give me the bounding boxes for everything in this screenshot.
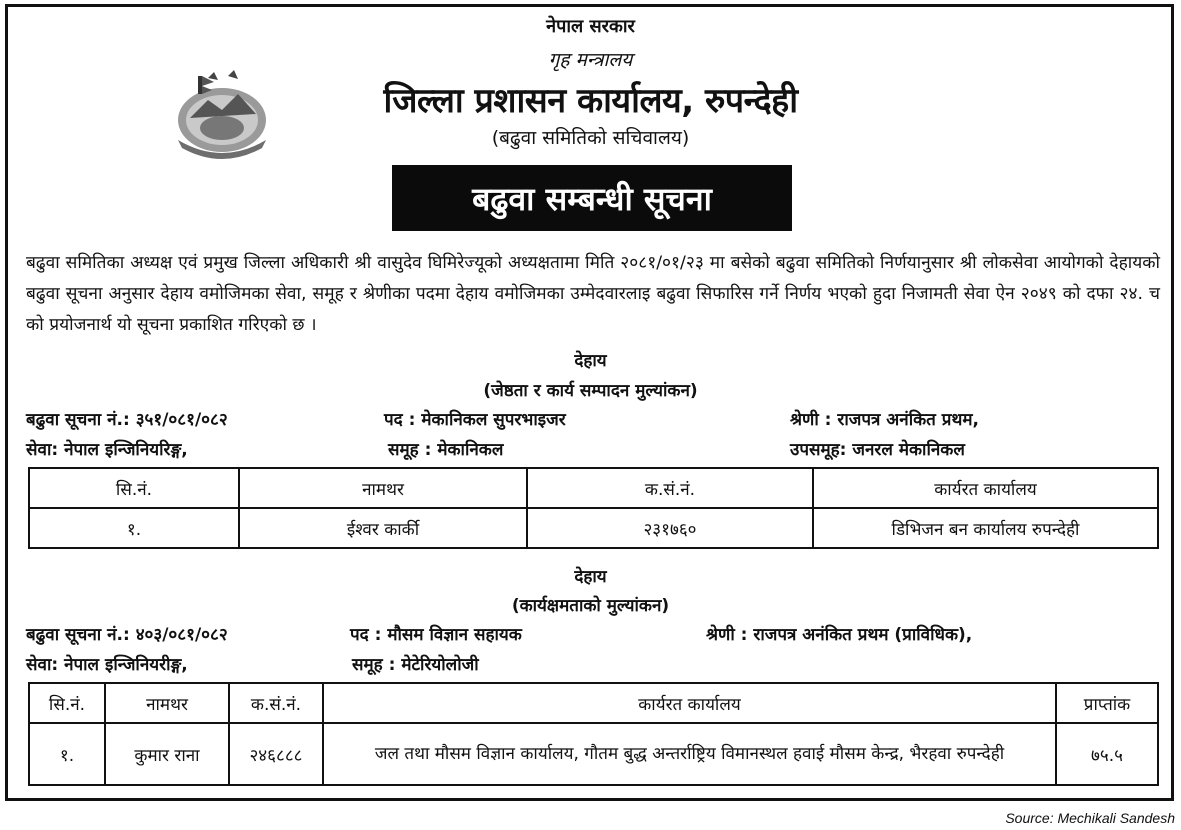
section2-heading: देहाय [574, 567, 607, 587]
cell-name: कुमार राना [105, 723, 229, 785]
secretariat-title: (बढुवा समितिको सचिवालय) [491, 127, 690, 149]
col-serial: सि.नं. [29, 683, 105, 723]
cell-office: डिभिजन बन कार्यालय रुपन्देही [813, 508, 1158, 548]
section2-service: सेवा: नेपाल इन्जिनियरीङ्ग, [26, 655, 188, 675]
section1-class: श्रेणी : राजपत्र अनंकित प्रथम, [790, 410, 979, 430]
source-credit: Source: Mechikali Sandesh [1005, 810, 1175, 826]
col-code: क.सं.नं. [229, 683, 323, 723]
section1-subheading: (जेष्ठता र कार्य सम्पादन मुल्यांकन) [483, 381, 698, 401]
cell-office: जल तथा मौसम विज्ञान कार्यालय, गौतम बुद्ध अन्तर्राष्ट्रिय विमानस्थल हवाई मौसम केन्द्र, भैरहवा रुपन्देही [323, 723, 1056, 785]
cell-marks: ७५.५ [1056, 723, 1158, 785]
section2-class: श्रेणी : राजपत्र अनंकित प्रथम (प्राविधिक), [706, 625, 973, 645]
ministry-title: गृह मन्त्रालय [548, 49, 633, 71]
table-row [29, 723, 1158, 785]
notice-banner [392, 165, 792, 231]
col-office: कार्यरत कार्यालय [323, 683, 1056, 723]
section2-group: समूह : मेटेरियोलोजी [352, 655, 479, 675]
section1-notice-no: बढुवा सूचना नं.: ३५१/०८१/०८२ [26, 410, 228, 430]
banner-title: बढुवा सम्बन्धी सूचना [472, 179, 712, 218]
section1-table [28, 467, 1159, 549]
section1-subgroup: उपसमूह: जनरल मेकानिकल [790, 440, 965, 460]
intro-paragraph: बढुवा समितिका अध्यक्ष एवं प्रमुख जिल्ला अधिकारी श्री वासुदेव घिमिरेज्यूको अध्यक्षतामा मिति २०८१/०१/२३ मा बसेको बढुवा समितिको निर्णयानुसार श्री लोकसेवा आयोगको देहायको बढुवा सूचना अनुसार देहाय वमोजिमका सेवा, समूह र श्रेणीका पदमा देहाय वमोजिमका उम्मेदवारलाइ बढुवा सिफारिस गर्ने निर्णय भएको हुदा निजामती सेवा ऐन २०४९ को दफा २४. च को प्रयोजनार्थ यो सूचना प्रकाशित गरिएको छ । [26, 253, 1160, 335]
section1-post: पद : मेकानिकल सुपरभाइजर [384, 410, 566, 430]
col-serial: सि.नं. [29, 468, 239, 508]
col-name: नामथर [239, 468, 527, 508]
section1-heading: देहाय [574, 351, 607, 371]
section1-service: सेवा: नेपाल इन्जिनियरिङ्ग, [26, 440, 188, 460]
cell-code: २३१७६० [527, 508, 813, 548]
cell-name: ईश्वर कार्की [239, 508, 527, 548]
col-code: क.सं.नं. [527, 468, 813, 508]
section2-notice-no: बढुवा सूचना नं.: ४०३/०८१/०८२ [26, 625, 228, 645]
col-name: नामथर [105, 683, 229, 723]
cell-serial: १. [29, 723, 105, 785]
section1-group: समूह : मेकानिकल [388, 440, 504, 460]
table-header-row [29, 683, 1158, 723]
cell-code: २४६८८८ [229, 723, 323, 785]
table-row [29, 508, 1158, 548]
section2-post: पद : मौसम विज्ञान सहायक [350, 625, 522, 645]
section2-subheading: (कार्यक्षमताको मुल्यांकन) [511, 596, 670, 616]
section2-table [28, 682, 1159, 786]
government-title: नेपाल सरकार [546, 16, 635, 37]
col-office: कार्यरत कार्यालय [813, 468, 1158, 508]
table-header-row [29, 468, 1158, 508]
cell-serial: १. [29, 508, 239, 548]
col-marks: प्राप्तांक [1056, 683, 1158, 723]
office-title: जिल्ला प्रशासन कार्यालय, रुपन्देही [383, 81, 798, 121]
